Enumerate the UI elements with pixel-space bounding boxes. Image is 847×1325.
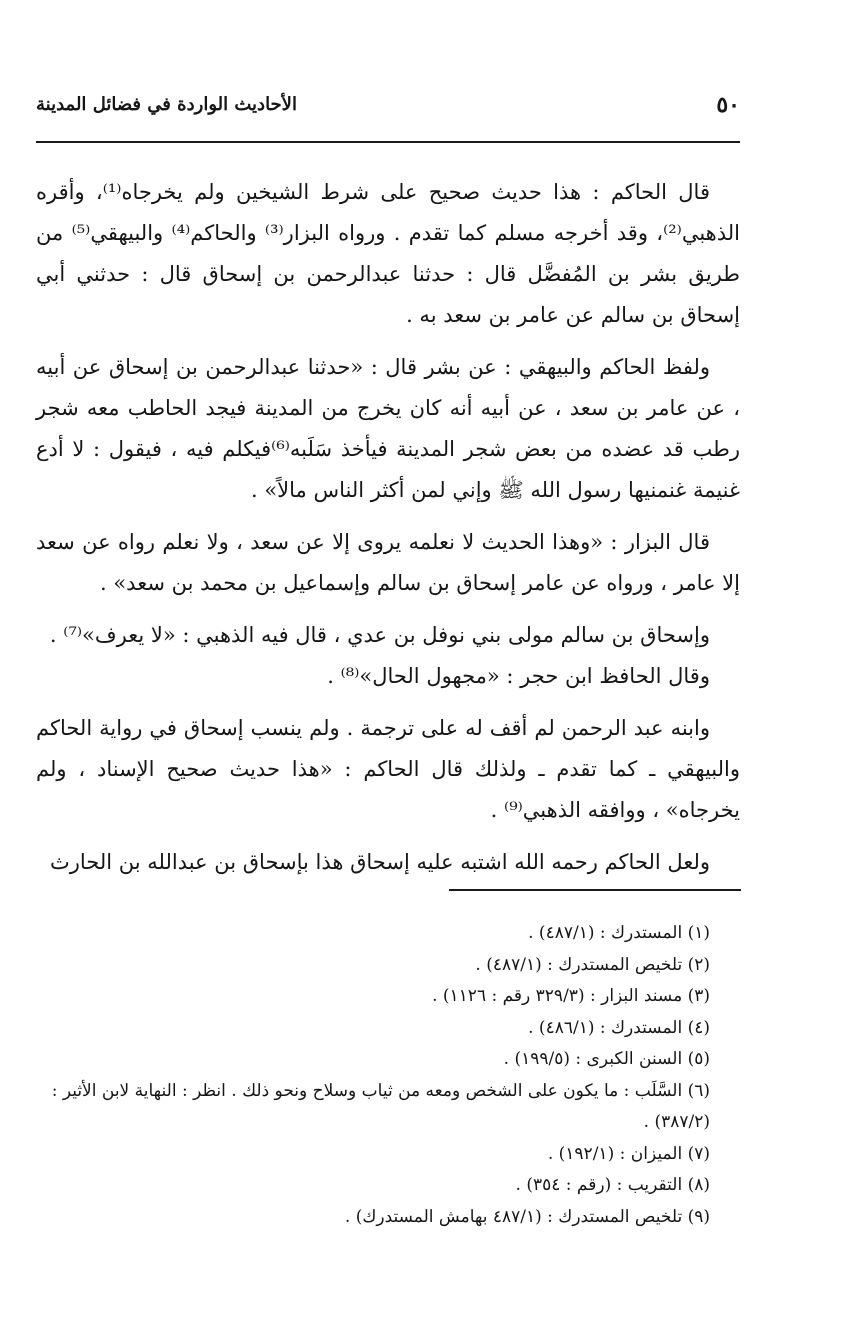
running-title: الأحاديث الواردة في فضائل المدينة: [36, 94, 297, 115]
paragraph: وقال الحافظ ابن حجر : «مجهول الحال»⁽⁸⁾ .: [327, 664, 710, 688]
footnotes: [36, 918, 740, 1233]
main-text: [36, 172, 740, 894]
page-header: [36, 92, 740, 128]
paragraph: وابنه عبد الرحمن لم أقف له على ترجمة . ولم ينسب إسحاق في رواية الحاكم والبيهقي ـ كما تقدم ـ ولذلك قال الحاكم : «هذا حديث صحيح الإسناد ، ولم يخرجاه» ، ووافقه الذهبي⁽⁹⁾ .: [36, 716, 740, 822]
page-number: ٥٠: [716, 92, 740, 118]
footnote: (٤) المستدرك : (٤٨٦/١) .: [528, 1017, 710, 1038]
header-rule: [36, 141, 740, 143]
paragraph: قال الحاكم : هذا حديث صحيح على شرط الشيخين ولم يخرجاه⁽¹⁾، وأقره الذهبي⁽²⁾، وقد أخرجه مسلم كما تقدم . ورواه البزار⁽³⁾ والحاكم⁽⁴⁾ والبيهقي⁽⁵⁾ من طريق بشر بن المُفضَّل قال : حدثنا عبدالرحمن بن إسحاق قال : حدثني أبي إسحاق بن سالم عن عامر بن سعد به .: [36, 180, 740, 327]
footnote: (٩) تلخيص المستدرك : (٤٨٧/١ بهامش المستدرك) .: [344, 1206, 710, 1227]
paragraph: ولفظ الحاكم والبيهقي : عن بشر قال : «حدثنا عبدالرحمن بن إسحاق عن أبيه ، عن عامر بن سعد ، عن أبيه أنه كان يخرج من المدينة فيجد الحاطب معه شجر رطب قد عضده من بعض شجر المدينة فيأخذ سَلَبه⁽⁶⁾فيكلم فيه ، فيقول : لا أدع غنيمة غنمنيها رسول الله ﷺ وإني لمن أكثر الناس مالاً» .: [36, 355, 740, 502]
footnote: (٨) التقريب : (رقم : ٣٥٤) .: [515, 1175, 710, 1195]
footnote-separator: [449, 889, 741, 891]
footnote: (٢) تلخيص المستدرك : (٤٨٧/١) .: [475, 954, 710, 975]
paragraph: وإسحاق بن سالم مولى بني نوفل بن عدي ، قال فيه الذهبي : «لا يعرف»⁽⁷⁾ .: [49, 623, 710, 647]
footnote: (٣) مسند البزار : (٣٢٩/٣ رقم : ١١٢٦) .: [432, 986, 710, 1006]
footnote: (٥) السنن الكبرى : (١٩٩/٥) .: [503, 1049, 710, 1069]
paragraph: قال البزار : «وهذا الحديث لا نعلمه يروى إلا عن سعد ، ولا نعلم رواه عن سعد إلا عامر ، ورواه عن عامر إسحاق بن سالم وإسماعيل بن محمد بن سعد» .: [36, 530, 740, 595]
paragraph: ولعل الحاكم رحمه الله اشتبه عليه إسحاق هذا بإسحاق بن عبدالله بن الحارث: [49, 850, 710, 874]
footnote: (٧) الميزان : (١٩٢/١) .: [547, 1143, 710, 1164]
footnote: (٦) السَّلَب : ما يكون على الشخص ومعه من ثياب وسلاح ونحو ذلك . انظر : النهاية لابن الأثير : (٣٨٧/٢) .: [51, 1080, 710, 1132]
footnote: (١) المستدرك : (٤٨٧/١) .: [528, 923, 710, 943]
